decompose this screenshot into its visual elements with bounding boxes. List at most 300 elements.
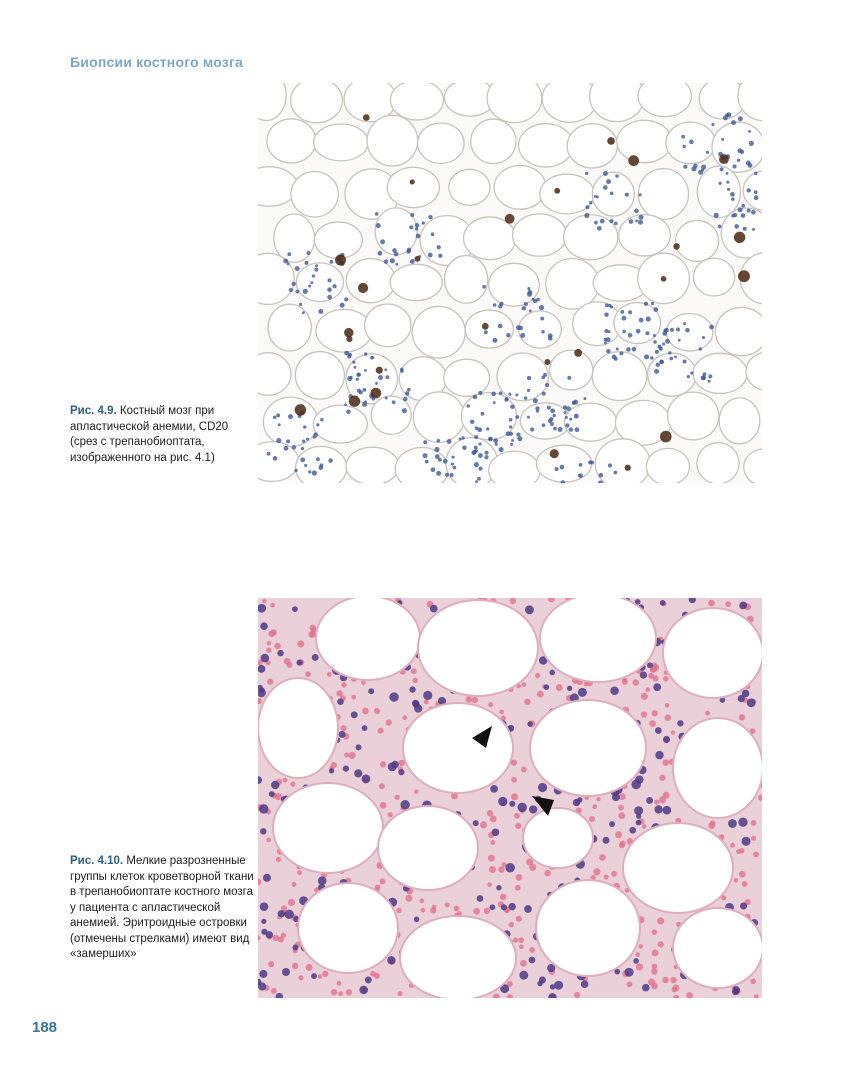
fat-cell <box>693 258 734 296</box>
positive-cell <box>371 388 382 399</box>
erythrocyte <box>642 824 647 829</box>
fat-cell <box>313 405 367 443</box>
nucleus <box>430 605 438 613</box>
erythrocyte <box>424 699 429 704</box>
nucleus <box>520 333 525 338</box>
nucleus <box>701 375 705 379</box>
erythrocyte <box>662 759 669 766</box>
nucleus <box>629 827 636 834</box>
nucleus <box>320 463 324 467</box>
nucleus <box>478 453 483 458</box>
erythrocyte <box>499 710 504 715</box>
fat-cell <box>400 916 516 998</box>
erythrocyte <box>327 672 332 677</box>
nucleus <box>478 442 481 445</box>
nucleus <box>495 443 498 446</box>
nucleus <box>278 910 285 917</box>
erythrocyte <box>487 882 492 887</box>
erythrocyte <box>322 971 328 977</box>
nucleus <box>720 167 724 171</box>
nucleus <box>471 450 476 455</box>
erythrocyte <box>742 881 748 887</box>
nucleus <box>555 467 559 471</box>
nucleus <box>663 736 670 743</box>
fat-cell <box>268 304 311 351</box>
nucleus <box>585 172 588 175</box>
positive-cell <box>358 283 368 293</box>
nucleus <box>385 396 388 399</box>
nucleus <box>737 159 740 162</box>
nucleus <box>524 396 528 400</box>
nucleus <box>308 285 311 288</box>
nucleus <box>261 654 270 663</box>
nucleus <box>537 981 542 986</box>
nucleus <box>357 373 361 377</box>
nucleus <box>723 115 728 120</box>
nucleus <box>730 192 735 197</box>
nucleus <box>647 662 653 668</box>
erythrocyte <box>708 600 715 607</box>
erythrocyte <box>297 870 302 875</box>
erythrocyte <box>649 720 656 727</box>
fat-cell <box>291 171 338 216</box>
nucleus <box>343 765 349 771</box>
nucleus <box>604 312 608 316</box>
fat-cell <box>445 256 488 304</box>
nucleus <box>306 438 309 441</box>
nucleus <box>362 774 371 783</box>
nucleus <box>678 339 681 342</box>
fat-cell <box>298 883 398 973</box>
nucleus <box>400 369 403 372</box>
erythrocyte <box>498 866 504 872</box>
erythrocyte <box>488 855 495 862</box>
nucleus <box>517 436 522 441</box>
nucleus <box>718 225 722 229</box>
nucleus <box>477 895 484 902</box>
erythrocyte <box>652 929 658 935</box>
nucleus <box>550 408 555 413</box>
nucleus <box>638 220 643 225</box>
fat-cell <box>540 598 656 682</box>
erythrocyte <box>388 812 393 817</box>
nucleus <box>748 163 753 168</box>
nucleus <box>314 268 318 272</box>
nucleus <box>594 221 598 225</box>
nucleus <box>509 418 513 422</box>
erythrocyte <box>636 963 643 970</box>
fat-cell <box>314 222 362 259</box>
nucleus <box>553 414 556 417</box>
figure-4-9-caption-text: Костный мозг при апластической анемии, CD20 (срез с трепанобиоптата, изображенного на рис. 4.1) <box>70 405 229 464</box>
nucleus <box>302 440 305 443</box>
nucleus <box>437 245 441 249</box>
nucleus <box>461 436 464 439</box>
nucleus <box>519 971 528 980</box>
erythrocyte <box>641 693 648 700</box>
nucleus <box>508 903 515 910</box>
adipocyte-layer <box>258 83 762 483</box>
nucleus <box>581 980 589 988</box>
fat-cell <box>497 353 548 401</box>
nucleus <box>585 205 589 209</box>
nucleus <box>362 725 368 731</box>
nucleus <box>741 213 746 218</box>
nucleus <box>356 378 359 381</box>
positive-cell <box>482 323 489 330</box>
nucleus <box>714 213 719 218</box>
fat-cell <box>316 309 372 352</box>
nucleus <box>297 659 303 665</box>
nucleus <box>599 473 604 478</box>
erythrocyte <box>298 975 303 980</box>
positive-cell <box>410 179 415 184</box>
nucleus <box>261 919 266 924</box>
nucleus <box>425 460 429 464</box>
nucleus <box>615 174 618 177</box>
nucleus <box>516 432 520 436</box>
erythrocyte <box>619 793 626 800</box>
nucleus <box>402 408 407 413</box>
nucleus <box>600 219 605 224</box>
nucleus <box>639 215 644 220</box>
nucleus <box>693 164 698 169</box>
nucleus <box>660 360 664 364</box>
erythrocyte <box>288 899 295 906</box>
nucleus <box>278 423 281 426</box>
nucleus <box>734 224 739 229</box>
nucleus <box>681 135 685 139</box>
fat-cell <box>395 448 448 483</box>
nucleus <box>301 447 304 450</box>
nucleus <box>575 427 580 432</box>
nucleus <box>436 439 440 443</box>
nucleus <box>414 704 422 712</box>
nucleus <box>364 352 367 355</box>
erythrocyte <box>652 710 658 716</box>
nucleus <box>354 769 362 777</box>
nucleus <box>423 691 432 700</box>
nucleus <box>517 803 526 812</box>
fat-cell <box>638 169 688 220</box>
erythrocyte <box>337 981 342 986</box>
nucleus <box>687 375 690 378</box>
positive-cell <box>625 465 631 471</box>
nucleus <box>484 455 488 459</box>
fat-cell <box>489 263 540 306</box>
nucleus <box>422 221 425 224</box>
nucleus <box>259 804 269 814</box>
erythrocyte <box>270 603 275 608</box>
fat-cell <box>614 303 661 344</box>
nucleus <box>445 473 449 477</box>
nucleus <box>747 209 751 213</box>
positive-cell <box>734 232 745 243</box>
erythrocyte <box>402 715 407 720</box>
nucleus <box>674 355 677 358</box>
erythrocyte <box>513 937 518 942</box>
nucleus <box>354 366 357 369</box>
nucleus <box>614 222 618 226</box>
nucleus <box>344 403 347 406</box>
nucleus <box>409 225 413 229</box>
nucleus <box>269 791 275 797</box>
nucleus <box>543 373 547 377</box>
positive-cell <box>349 396 360 407</box>
nucleus <box>533 299 537 303</box>
nucleus <box>488 437 493 442</box>
erythrocyte <box>291 882 296 887</box>
fat-cell <box>513 214 567 256</box>
erythrocyte <box>398 760 404 766</box>
nucleus <box>289 288 293 292</box>
erythrocyte <box>361 680 366 685</box>
nucleus <box>645 331 649 335</box>
erythrocyte <box>627 981 633 987</box>
nucleus <box>706 151 709 154</box>
nucleus <box>541 330 545 334</box>
nucleus <box>603 171 608 176</box>
nucleus <box>603 185 608 190</box>
nucleus <box>364 400 367 403</box>
nucleus <box>529 957 536 964</box>
nucleus <box>626 347 630 351</box>
erythrocyte <box>344 752 349 757</box>
nucleus <box>625 968 634 977</box>
nucleus <box>403 397 408 402</box>
fat-cell <box>418 123 464 164</box>
nucleus <box>609 821 615 827</box>
nucleus <box>467 404 470 407</box>
nucleus <box>486 427 489 430</box>
erythrocyte <box>500 894 506 900</box>
figure-4-10-label: Рис. 4.10. <box>70 855 124 867</box>
nucleus <box>646 316 651 321</box>
nucleus <box>535 406 539 410</box>
nucleus <box>312 654 319 661</box>
erythrocyte <box>396 908 401 913</box>
nucleus <box>754 172 758 176</box>
nucleus <box>288 414 293 419</box>
nucleus <box>656 363 660 367</box>
nucleus <box>669 357 673 361</box>
fat-cell <box>413 392 464 442</box>
nucleus <box>348 353 352 357</box>
nucleus <box>560 465 565 470</box>
erythrocyte <box>414 789 418 793</box>
nucleus <box>266 931 273 938</box>
nucleus <box>518 326 523 331</box>
nucleus <box>304 464 307 467</box>
erythrocyte <box>638 944 643 949</box>
nucleus <box>405 391 410 396</box>
erythrocyte <box>618 812 625 819</box>
nucleus <box>747 698 756 707</box>
nucleus <box>295 290 299 294</box>
fat-cell <box>712 122 762 172</box>
nucleus <box>635 219 638 222</box>
nucleus <box>639 318 644 323</box>
erythrocyte <box>283 778 288 783</box>
erythrocyte <box>753 851 759 857</box>
nucleus <box>363 388 367 392</box>
erythrocyte <box>615 831 622 838</box>
erythrocyte <box>734 878 739 883</box>
nucleus <box>731 197 735 201</box>
nucleus <box>621 316 626 321</box>
erythrocyte <box>278 936 284 942</box>
erythrocyte <box>336 690 343 697</box>
nucleus <box>435 454 440 459</box>
fat-cell <box>697 166 740 217</box>
nucleus <box>588 460 592 464</box>
nucleus <box>676 327 680 331</box>
erythrocyte <box>351 695 356 700</box>
erythrocyte <box>292 963 298 969</box>
nucleus <box>653 683 661 691</box>
erythrocyte <box>510 598 516 604</box>
erythrocyte <box>268 961 274 967</box>
nucleus <box>493 438 498 443</box>
nucleus <box>304 261 308 265</box>
nucleus <box>665 339 670 344</box>
erythrocyte <box>484 908 490 914</box>
nucleus <box>738 116 743 121</box>
fat-cell <box>471 119 516 164</box>
erythrocyte <box>520 960 527 967</box>
fat-cell <box>719 398 760 444</box>
positive-cell <box>660 431 672 443</box>
nucleus <box>428 215 432 219</box>
nucleus <box>505 863 515 873</box>
nucleus <box>482 285 486 289</box>
nucleus <box>635 775 643 783</box>
fat-cell <box>403 703 513 793</box>
nucleus <box>533 398 538 403</box>
fat-cell <box>715 307 762 355</box>
erythrocyte <box>511 777 517 783</box>
erythrocyte <box>419 898 424 903</box>
nucleus <box>651 302 654 305</box>
nucleus <box>597 226 602 231</box>
erythrocyte <box>318 974 323 979</box>
he-stained-marrow-image <box>258 598 762 998</box>
nucleus <box>299 303 302 306</box>
nucleus <box>347 376 352 381</box>
fat-cell <box>530 700 646 796</box>
fat-cell <box>274 214 315 262</box>
fat-cell <box>693 353 747 393</box>
erythrocyte <box>556 684 563 691</box>
nucleus <box>385 375 389 379</box>
erythrocyte <box>730 843 735 848</box>
nucleus <box>682 145 685 148</box>
erythrocyte <box>535 673 540 678</box>
erythrocyte <box>394 795 399 800</box>
nucleus <box>493 401 496 404</box>
nucleus <box>711 123 714 126</box>
nucleus <box>394 252 399 257</box>
nucleus <box>544 684 550 690</box>
fat-cell <box>465 310 513 348</box>
nucleus <box>415 227 418 230</box>
nucleus <box>493 303 497 307</box>
nucleus <box>567 376 571 380</box>
nucleus <box>527 389 530 392</box>
erythrocyte <box>652 964 658 970</box>
nucleus <box>332 284 336 288</box>
page-number: 188 <box>32 1019 58 1036</box>
nucleus <box>538 783 547 792</box>
nucleus <box>273 456 278 461</box>
nucleus <box>605 303 609 307</box>
nucleus <box>752 228 755 231</box>
fat-cell <box>697 443 739 483</box>
fat-cell <box>346 447 399 483</box>
nucleus <box>613 471 617 475</box>
nucleus <box>524 905 532 913</box>
nucleus <box>726 181 729 184</box>
nucleus <box>515 415 519 419</box>
nucleus <box>276 413 280 417</box>
fat-cell <box>623 823 733 913</box>
nucleus <box>732 986 740 994</box>
nucleus <box>258 982 266 990</box>
nucleus <box>727 188 730 191</box>
nucleus <box>578 473 583 478</box>
erythrocyte <box>618 805 624 811</box>
fat-cell <box>267 119 316 163</box>
nucleus <box>529 310 532 313</box>
nucleus <box>721 138 724 141</box>
nucleus <box>434 447 439 452</box>
nucleus <box>489 904 495 910</box>
nucleus <box>509 425 512 428</box>
fat-cell <box>617 120 672 162</box>
nucleus <box>287 252 291 256</box>
nucleus <box>327 287 332 292</box>
nucleus <box>423 440 427 444</box>
nucleus <box>283 259 288 264</box>
positive-cell <box>414 256 420 262</box>
nucleus <box>748 130 751 133</box>
nucleus <box>384 368 387 371</box>
nucleus <box>284 446 289 451</box>
nucleus <box>260 622 268 630</box>
erythrocyte <box>267 641 271 645</box>
erythrocyte <box>619 842 625 848</box>
fat-cell <box>314 124 369 161</box>
nucleus <box>302 311 305 314</box>
nucleus <box>610 192 614 196</box>
nucleus <box>384 259 388 263</box>
nucleus <box>606 179 611 184</box>
erythrocyte <box>658 941 664 947</box>
nucleus <box>470 420 474 424</box>
nucleus <box>499 302 503 306</box>
nucleus <box>578 688 587 697</box>
nucleus <box>636 820 642 826</box>
erythrocyte <box>705 711 710 716</box>
erythrocyte <box>266 838 271 843</box>
nucleus <box>564 411 567 414</box>
fat-cell <box>371 396 411 434</box>
nucleus <box>620 310 624 314</box>
nucleus <box>390 258 395 263</box>
figure-4-9-label: Рис. 4.9. <box>70 405 117 417</box>
nucleus <box>738 207 743 212</box>
nucleus <box>477 427 482 432</box>
